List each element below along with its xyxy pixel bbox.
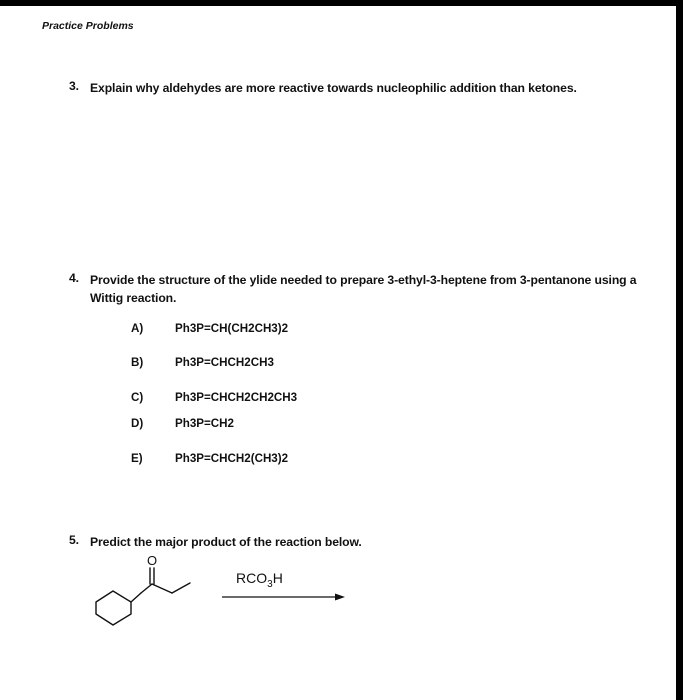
option-value: Ph3P=CH(CH2CH3)2: [175, 322, 289, 335]
question-text-line-2: Wittig reaction.: [90, 291, 177, 305]
reagent-subscript: 3: [267, 578, 273, 590]
page-header: Practice Problems: [42, 20, 134, 32]
bond: [172, 583, 190, 593]
bond: [141, 584, 152, 593]
question-number: 5.: [69, 533, 79, 547]
reagent-main: RCO: [236, 570, 268, 586]
question-number: 3.: [69, 79, 79, 93]
option-letter: C): [131, 391, 144, 404]
option-letter: E): [131, 452, 143, 465]
question-text: Explain why aldehydes are more reactive towards nucleophilic addition than ketones.: [90, 81, 577, 95]
option-letter: D): [131, 417, 144, 430]
question-number: 4.: [69, 271, 79, 285]
question-text: Predict the major product of the reaction below.: [90, 535, 362, 549]
bond: [152, 584, 172, 593]
reagent-label: [236, 570, 283, 590]
oxygen-atom-label: O: [147, 553, 158, 568]
option-letter: B): [131, 356, 144, 369]
option-value: Ph3P=CHCH2CH3: [175, 356, 274, 369]
option-value: Ph3P=CHCH2(CH3)2: [175, 452, 289, 465]
question-text-line-1: Provide the structure of the ylide needed to prepare 3-ethyl-3-heptene from 3-pentanone using a: [90, 273, 637, 287]
option-value: Ph3P=CHCH2CH2CH3: [175, 391, 298, 404]
reagent-end: H: [272, 570, 283, 586]
option-value: Ph3P=CH2: [175, 417, 234, 430]
bond: [131, 593, 141, 602]
reaction-arrow: [222, 594, 345, 601]
option-letter: A): [131, 322, 144, 335]
cyclohexyl-ketone-structure: [96, 568, 190, 625]
cyclohexane-ring: [96, 591, 131, 625]
